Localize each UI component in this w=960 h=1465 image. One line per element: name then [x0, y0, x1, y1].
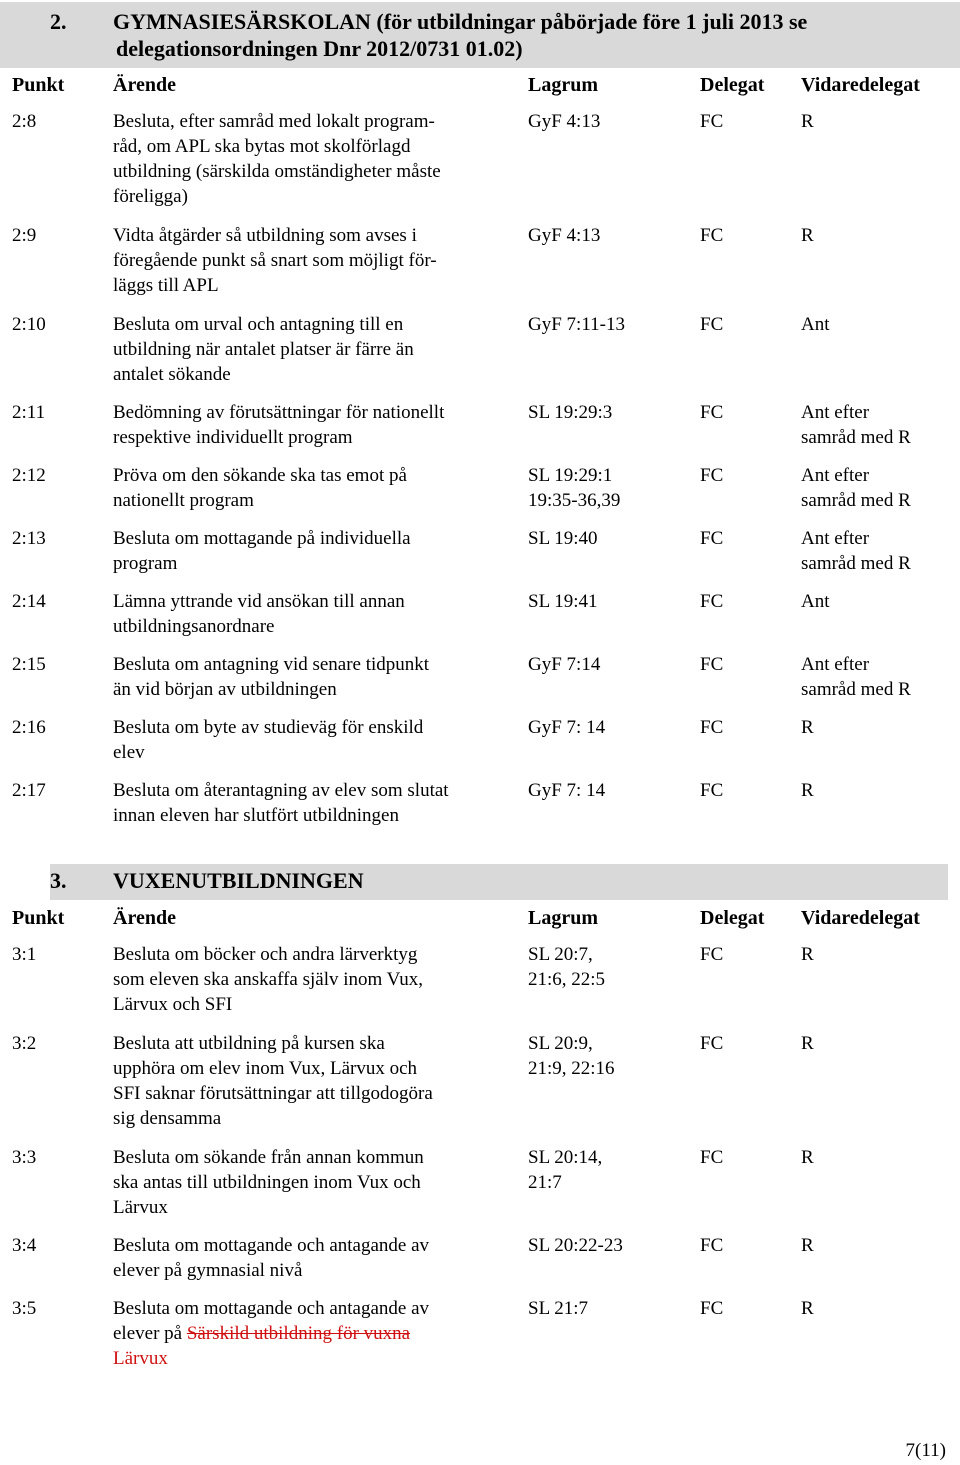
lagrum-cell-line: SL 21:7 [528, 1298, 588, 1319]
table-row [0, 1296, 960, 1385]
table-row [0, 463, 960, 526]
delegat-cell: FC [700, 402, 724, 423]
table-row [0, 223, 960, 312]
lagrum-cell-line: SL 19:29:3 [528, 402, 613, 423]
delegat-cell: FC [700, 1235, 724, 1256]
table-row [0, 942, 960, 1031]
header-arende: Ärende [113, 907, 176, 929]
arende-cell-line: utbildningsanordnare [113, 616, 275, 637]
vidaredelegat-cell [801, 652, 956, 702]
delegat-cell: FC [700, 654, 724, 675]
section-3-column-headers [0, 904, 960, 932]
arende-cell [113, 223, 508, 298]
table-row [0, 109, 960, 223]
lagrum-cell-line: GyF 4:13 [528, 225, 601, 246]
arende-cell [113, 400, 508, 450]
vidaredelegat-cell-line: Ant efter [801, 465, 870, 486]
arende-cell [113, 652, 508, 702]
arende-cell-line [113, 1321, 508, 1346]
arende-cell-line: föreligga) [113, 186, 188, 207]
section-2-title-line1: GYMNASIESÄRSKOLAN (för utbildningar påbörjade före 1 juli 2013 se [113, 9, 808, 34]
arende-cell-line: elev [113, 742, 145, 763]
arende-cell [113, 312, 508, 387]
lagrum-cell-line: GyF 7: 14 [528, 717, 606, 738]
section-3-heading [50, 864, 948, 900]
arende-cell [113, 526, 508, 576]
arende-cell-line: respektive individuellt program [113, 427, 353, 448]
arende-cell-line: Besluta om mottagande och antagande av [113, 1298, 430, 1319]
vidaredelegat-cell-line: Ant [801, 591, 830, 612]
arende-cell-line: Besluta om antagning vid senare tidpunkt [113, 654, 430, 675]
header-arende: Ärende [113, 74, 176, 96]
header-lagrum: Lagrum [528, 907, 598, 929]
lagrum-cell-line: 21:7 [528, 1171, 562, 1193]
arende-cell [113, 942, 508, 1017]
lagrum-cell [528, 1296, 688, 1321]
arende-cell-line: Besluta om mottagande och antagande av [113, 1235, 430, 1256]
arende-cell-line: innan eleven har slutfört utbildningen [113, 805, 399, 826]
vidaredelegat-cell [801, 1145, 956, 1170]
punkt-cell: 3:4 [12, 1235, 37, 1256]
lagrum-cell [528, 589, 688, 614]
arende-cell-line: utbildning när antalet platser är färre än [113, 338, 414, 360]
arende-cell-line: Besluta om återantagning av elev som slutat [113, 780, 449, 801]
table-row [0, 526, 960, 589]
arende-cell-line: Lämna yttrande vid ansökan till annan [113, 591, 405, 612]
vidaredelegat-cell-line: samråd med R [801, 679, 911, 700]
arende-cell [113, 1031, 508, 1131]
punkt-cell: 2:11 [12, 402, 46, 423]
arende-cell-line: läggs till APL [113, 275, 219, 296]
section-2-number: 2. [50, 9, 67, 34]
vidaredelegat-cell-line: R [801, 1146, 814, 1168]
punkt-cell: 2:14 [12, 591, 46, 612]
header-punkt: Punkt [12, 907, 65, 929]
table-row [0, 1031, 960, 1145]
vidaredelegat-cell [801, 1031, 956, 1056]
vidaredelegat-cell-line: samråd med R [801, 427, 911, 448]
deleted-text: Särskild utbildning för vuxna [186, 1323, 411, 1344]
vidaredelegat-cell [801, 109, 956, 134]
vidaredelegat-cell [801, 1233, 956, 1258]
delegat-cell: FC [700, 1032, 724, 1054]
vidaredelegat-cell-line: R [801, 111, 814, 132]
punkt-cell: 3:5 [12, 1298, 37, 1319]
arende-cell-line: program [113, 553, 178, 574]
delegat-cell: FC [700, 528, 724, 549]
vidaredelegat-cell [801, 312, 956, 337]
delegat-cell: FC [700, 944, 724, 965]
lagrum-cell-line: SL 19:40 [528, 528, 598, 549]
vidaredelegat-cell-line: R [801, 1235, 814, 1256]
section-2-heading [0, 2, 960, 68]
vidaredelegat-cell-line: Ant efter [801, 654, 870, 675]
arende-cell-line: ska antas till utbildningen inom Vux och [113, 1171, 421, 1193]
vidaredelegat-cell-line: R [801, 225, 814, 246]
vidaredelegat-cell [801, 223, 956, 248]
header-delegat: Delegat [700, 74, 765, 96]
inserted-text: Lärvux [113, 1348, 168, 1369]
delegat-cell: FC [700, 111, 724, 132]
arende-cell-line: Pröva om den sökande ska tas emot på [113, 465, 407, 486]
punkt-cell: 3:3 [12, 1146, 37, 1168]
table-row [0, 778, 960, 841]
arende-cell [113, 715, 508, 765]
vidaredelegat-cell [801, 1296, 956, 1321]
lagrum-cell [528, 1233, 688, 1258]
lagrum-cell-line: 19:35-36,39 [528, 490, 621, 511]
arende-cell-line: antalet sökande [113, 363, 231, 385]
vidaredelegat-cell [801, 463, 956, 513]
punkt-cell: 2:15 [12, 654, 46, 675]
arende-cell [113, 109, 508, 209]
arende-cell-line: SFI saknar förutsättningar att tillgodogöra [113, 1082, 433, 1104]
header-lagrum: Lagrum [528, 74, 598, 96]
punkt-cell: 2:17 [12, 780, 46, 801]
arende-cell [113, 1233, 508, 1283]
punkt-cell: 2:12 [12, 465, 46, 486]
arende-cell-line: Besluta att utbildning på kursen ska [113, 1032, 385, 1054]
vidaredelegat-cell [801, 778, 956, 803]
lagrum-cell [528, 1145, 688, 1195]
vidaredelegat-cell-line: samråd med R [801, 490, 911, 511]
arende-cell [113, 589, 508, 639]
lagrum-cell-line: SL 20:22-23 [528, 1235, 623, 1256]
arende-cell [113, 463, 508, 513]
punkt-cell: 3:2 [12, 1032, 37, 1054]
vidaredelegat-cell-line: Ant [801, 313, 830, 335]
arende-cell-line: Lärvux och SFI [113, 994, 233, 1015]
section-3-title: VUXENUTBILDNINGEN [113, 868, 364, 893]
section-2-table [0, 109, 960, 841]
header-vidaredelegat: Vidaredelegat [801, 74, 920, 96]
lagrum-cell-line: GyF 7: 14 [528, 780, 606, 801]
vidaredelegat-cell [801, 400, 956, 450]
header-vidaredelegat: Vidaredelegat [801, 907, 920, 929]
vidaredelegat-cell [801, 715, 956, 740]
table-row [0, 400, 960, 463]
table-row [0, 1233, 960, 1296]
arende-cell [113, 1145, 508, 1220]
lagrum-cell [528, 463, 688, 513]
vidaredelegat-cell-line: R [801, 717, 814, 738]
lagrum-cell [528, 652, 688, 677]
punkt-cell: 2:10 [12, 313, 46, 335]
arende-cell-line: Besluta om byte av studieväg för enskild [113, 717, 424, 738]
table-row [0, 589, 960, 652]
lagrum-cell [528, 778, 688, 803]
section-3-table [0, 942, 960, 1385]
section-2-title-line2: delegationsordningen Dnr 2012/0731 01.02) [116, 36, 523, 61]
lagrum-cell-line: GyF 7:14 [528, 654, 601, 675]
vidaredelegat-cell-line: Ant efter [801, 528, 870, 549]
header-punkt: Punkt [12, 74, 65, 96]
lagrum-cell-line: GyF 7:11-13 [528, 313, 625, 335]
lagrum-cell-line: 21:6, 22:5 [528, 969, 606, 990]
arende-cell-line: Vidta åtgärder så utbildning som avses i [113, 225, 417, 246]
arende-cell-line: sig densamma [113, 1107, 222, 1129]
section-2-column-headers [0, 71, 960, 99]
vidaredelegat-cell-line: R [801, 780, 814, 801]
arende-cell-line: som eleven ska anskaffa själv inom Vux, [113, 969, 424, 990]
delegat-cell: FC [700, 780, 724, 801]
header-delegat: Delegat [700, 907, 765, 929]
vidaredelegat-cell-line: R [801, 1032, 814, 1054]
lagrum-cell-line: GyF 4:13 [528, 111, 601, 132]
lagrum-cell-line: SL 20:14, [528, 1146, 603, 1168]
table-row [0, 1145, 960, 1234]
vidaredelegat-cell-line: Ant efter [801, 402, 870, 423]
lagrum-cell [528, 109, 688, 134]
delegat-cell: FC [700, 313, 724, 335]
punkt-cell: 3:1 [12, 944, 37, 965]
lagrum-cell-line: SL 19:29:1 [528, 465, 613, 486]
delegat-cell: FC [700, 591, 724, 612]
arende-cell-line: nationellt program [113, 490, 254, 511]
punkt-cell: 2:8 [12, 111, 37, 132]
delegat-cell: FC [700, 465, 724, 486]
delegat-cell: FC [700, 225, 724, 246]
lagrum-cell [528, 400, 688, 425]
arende-cell-line: råd, om APL ska bytas mot skolförlagd [113, 136, 411, 157]
arende-cell-line: Besluta om mottagande på individuella [113, 528, 411, 549]
arende-text: elever på [113, 1323, 187, 1344]
vidaredelegat-cell-line: R [801, 944, 814, 965]
lagrum-cell [528, 526, 688, 551]
punkt-cell: 2:9 [12, 225, 37, 246]
lagrum-cell-line: SL 20:7, [528, 944, 593, 965]
arende-cell-line: elever på gymnasial nivå [113, 1260, 303, 1281]
vidaredelegat-cell [801, 589, 956, 614]
arende-cell [113, 1296, 508, 1371]
section-3-number: 3. [50, 868, 67, 893]
page-number: 7(11) [905, 1440, 946, 1461]
arende-cell-line: Bedömning av förutsättningar för nationellt [113, 402, 445, 423]
punkt-cell: 2:16 [12, 717, 46, 738]
lagrum-cell [528, 1031, 688, 1081]
vidaredelegat-cell-line: R [801, 1298, 814, 1319]
vidaredelegat-cell-line: samråd med R [801, 553, 911, 574]
punkt-cell: 2:13 [12, 528, 46, 549]
arende-cell-line: Besluta om böcker och andra lärverktyg [113, 944, 418, 965]
lagrum-cell-line: SL 20:9, [528, 1032, 593, 1054]
delegat-cell: FC [700, 1298, 724, 1319]
arende-cell-line: upphöra om elev inom Vux, Lärvux och [113, 1057, 418, 1079]
arende-cell-line: Besluta om urval och antagning till en [113, 313, 404, 335]
lagrum-cell [528, 312, 688, 337]
lagrum-cell-line: 21:9, 22:16 [528, 1057, 615, 1079]
arende-cell-line: än vid början av utbildningen [113, 679, 337, 700]
arende-cell-line: föregående punkt så snart som möjligt för- [113, 250, 437, 271]
delegat-cell: FC [700, 1146, 724, 1168]
lagrum-cell-line: SL 19:41 [528, 591, 598, 612]
lagrum-cell [528, 715, 688, 740]
arende-cell-line: Besluta, efter samråd med lokalt program- [113, 111, 435, 132]
table-row [0, 312, 960, 401]
vidaredelegat-cell [801, 942, 956, 967]
lagrum-cell [528, 223, 688, 248]
lagrum-cell [528, 942, 688, 992]
arende-cell [113, 778, 508, 828]
table-row [0, 715, 960, 778]
delegat-cell: FC [700, 717, 724, 738]
arende-cell-line: Lärvux [113, 1196, 168, 1218]
table-row [0, 652, 960, 715]
arende-cell-line: Besluta om sökande från annan kommun [113, 1146, 424, 1168]
arende-cell-line: utbildning (särskilda omständigheter måste [113, 161, 441, 182]
vidaredelegat-cell [801, 526, 956, 576]
